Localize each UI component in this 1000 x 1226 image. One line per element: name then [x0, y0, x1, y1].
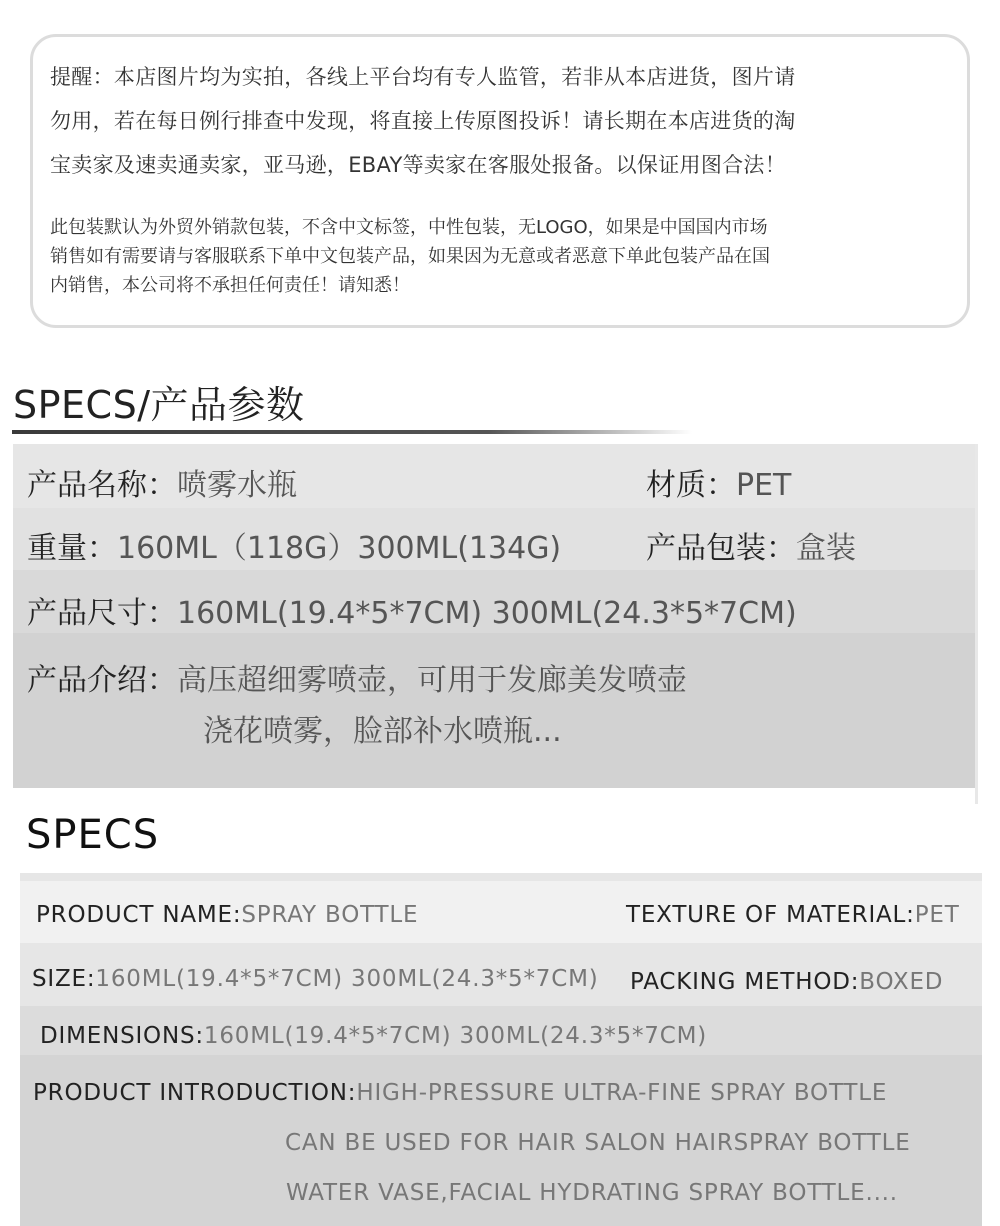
en-material-value: PET: [914, 902, 960, 928]
intro-line-1: 高压超细雾喷壶，可用于发廊美发喷壶: [177, 663, 687, 698]
intro-label: 产品介绍：: [27, 663, 177, 698]
notice-line-6: 内销售，本公司将不承担任何责任！请知悉！: [50, 275, 410, 296]
notice-paragraph-2: [50, 213, 770, 300]
en-dimensions-label: DIMENSIONS:: [40, 1023, 204, 1049]
en-material-label: TEXTURE OF MATERIAL:: [626, 902, 915, 928]
weight-row: [27, 523, 561, 567]
notice-box: [30, 34, 970, 328]
notice-paragraph-1: [50, 55, 796, 187]
product-name-row: [27, 460, 297, 504]
en-size-value: 160ML(19.4*5*7CM) 300ML(24.3*5*7CM): [95, 966, 599, 992]
en-size-label: SIZE:: [32, 966, 96, 992]
material-label: 材质：: [646, 468, 736, 503]
en-packing-value: BOXED: [859, 969, 944, 995]
en-intro-line-3: WATER VASE,FACIAL HYDRATING SPRAY BOTTLE....: [286, 1180, 898, 1206]
notice-line-3: 宝卖家及速卖通卖家，亚马逊，EBAY等卖家在客服处报备。以保证用图合法！: [50, 153, 787, 177]
en-product-name-label: PRODUCT NAME:: [36, 902, 242, 928]
en-intro-label: PRODUCT INTRODUCTION:: [33, 1080, 357, 1106]
en-dimensions-row: [40, 1023, 707, 1049]
intro-line-2: 浇花喷雾，脸部补水喷瓶...: [203, 714, 562, 749]
en-packing-row: [630, 969, 943, 995]
en-intro-row: [33, 1080, 887, 1106]
specs-en-heading: SPECS: [26, 812, 160, 858]
intro-row: [27, 655, 687, 699]
product-name-label: 产品名称：: [27, 468, 177, 503]
en-packing-label: PACKING METHOD:: [630, 969, 860, 995]
packing-row: [646, 523, 856, 567]
size-label: 产品尺寸：: [27, 596, 177, 631]
material-value: PET: [736, 468, 792, 503]
material-row: [646, 460, 791, 504]
specs-cn-band-edge: [975, 444, 978, 804]
en-intro-line-1: HIGH-PRESSURE ULTRA-FINE SPRAY BOTTLE: [356, 1080, 888, 1106]
notice-line-2: 勿用，若在每日例行排查中发现，将直接上传原图投诉！请长期在本店进货的淘: [50, 109, 796, 133]
notice-line-4: 此包装默认为外贸外销款包装，不含中文标签，中性包装，无LOGO，如果是中国国内市场: [50, 217, 768, 238]
en-product-name-value: SPRAY BOTTLE: [241, 902, 419, 928]
en-dimensions-value: 160ML(19.4*5*7CM) 300ML(24.3*5*7CM): [203, 1023, 708, 1049]
en-intro-line-2: CAN BE USED FOR HAIR SALON HAIRSPRAY BOTTLE: [285, 1130, 911, 1156]
packing-value: 盒装: [796, 531, 856, 566]
weight-value: 160ML（118G）300ML(134G): [117, 531, 562, 566]
specs-en-band-1: [20, 873, 982, 881]
notice-line-5: 销售如有需要请与客服联系下单中文包装产品，如果因为无意或者恶意下单此包装产品在国: [50, 246, 770, 267]
weight-label: 重量：: [27, 531, 117, 566]
product-name-value: 喷雾水瓶: [177, 468, 297, 503]
notice-line-1: 提醒：本店图片均为实拍，各线上平台均有专人监管，若非从本店进货，图片请: [50, 65, 796, 89]
heading-underline: [12, 430, 692, 434]
specs-cn-heading: SPECS/产品参数: [13, 383, 305, 427]
size-row: [27, 588, 797, 632]
en-size-row: [32, 966, 599, 992]
size-value: 160ML(19.4*5*7CM) 300ML(24.3*5*7CM): [177, 596, 797, 631]
en-material-row: [626, 902, 960, 928]
en-product-name-row: [36, 902, 418, 928]
packing-label: 产品包装：: [646, 531, 796, 566]
